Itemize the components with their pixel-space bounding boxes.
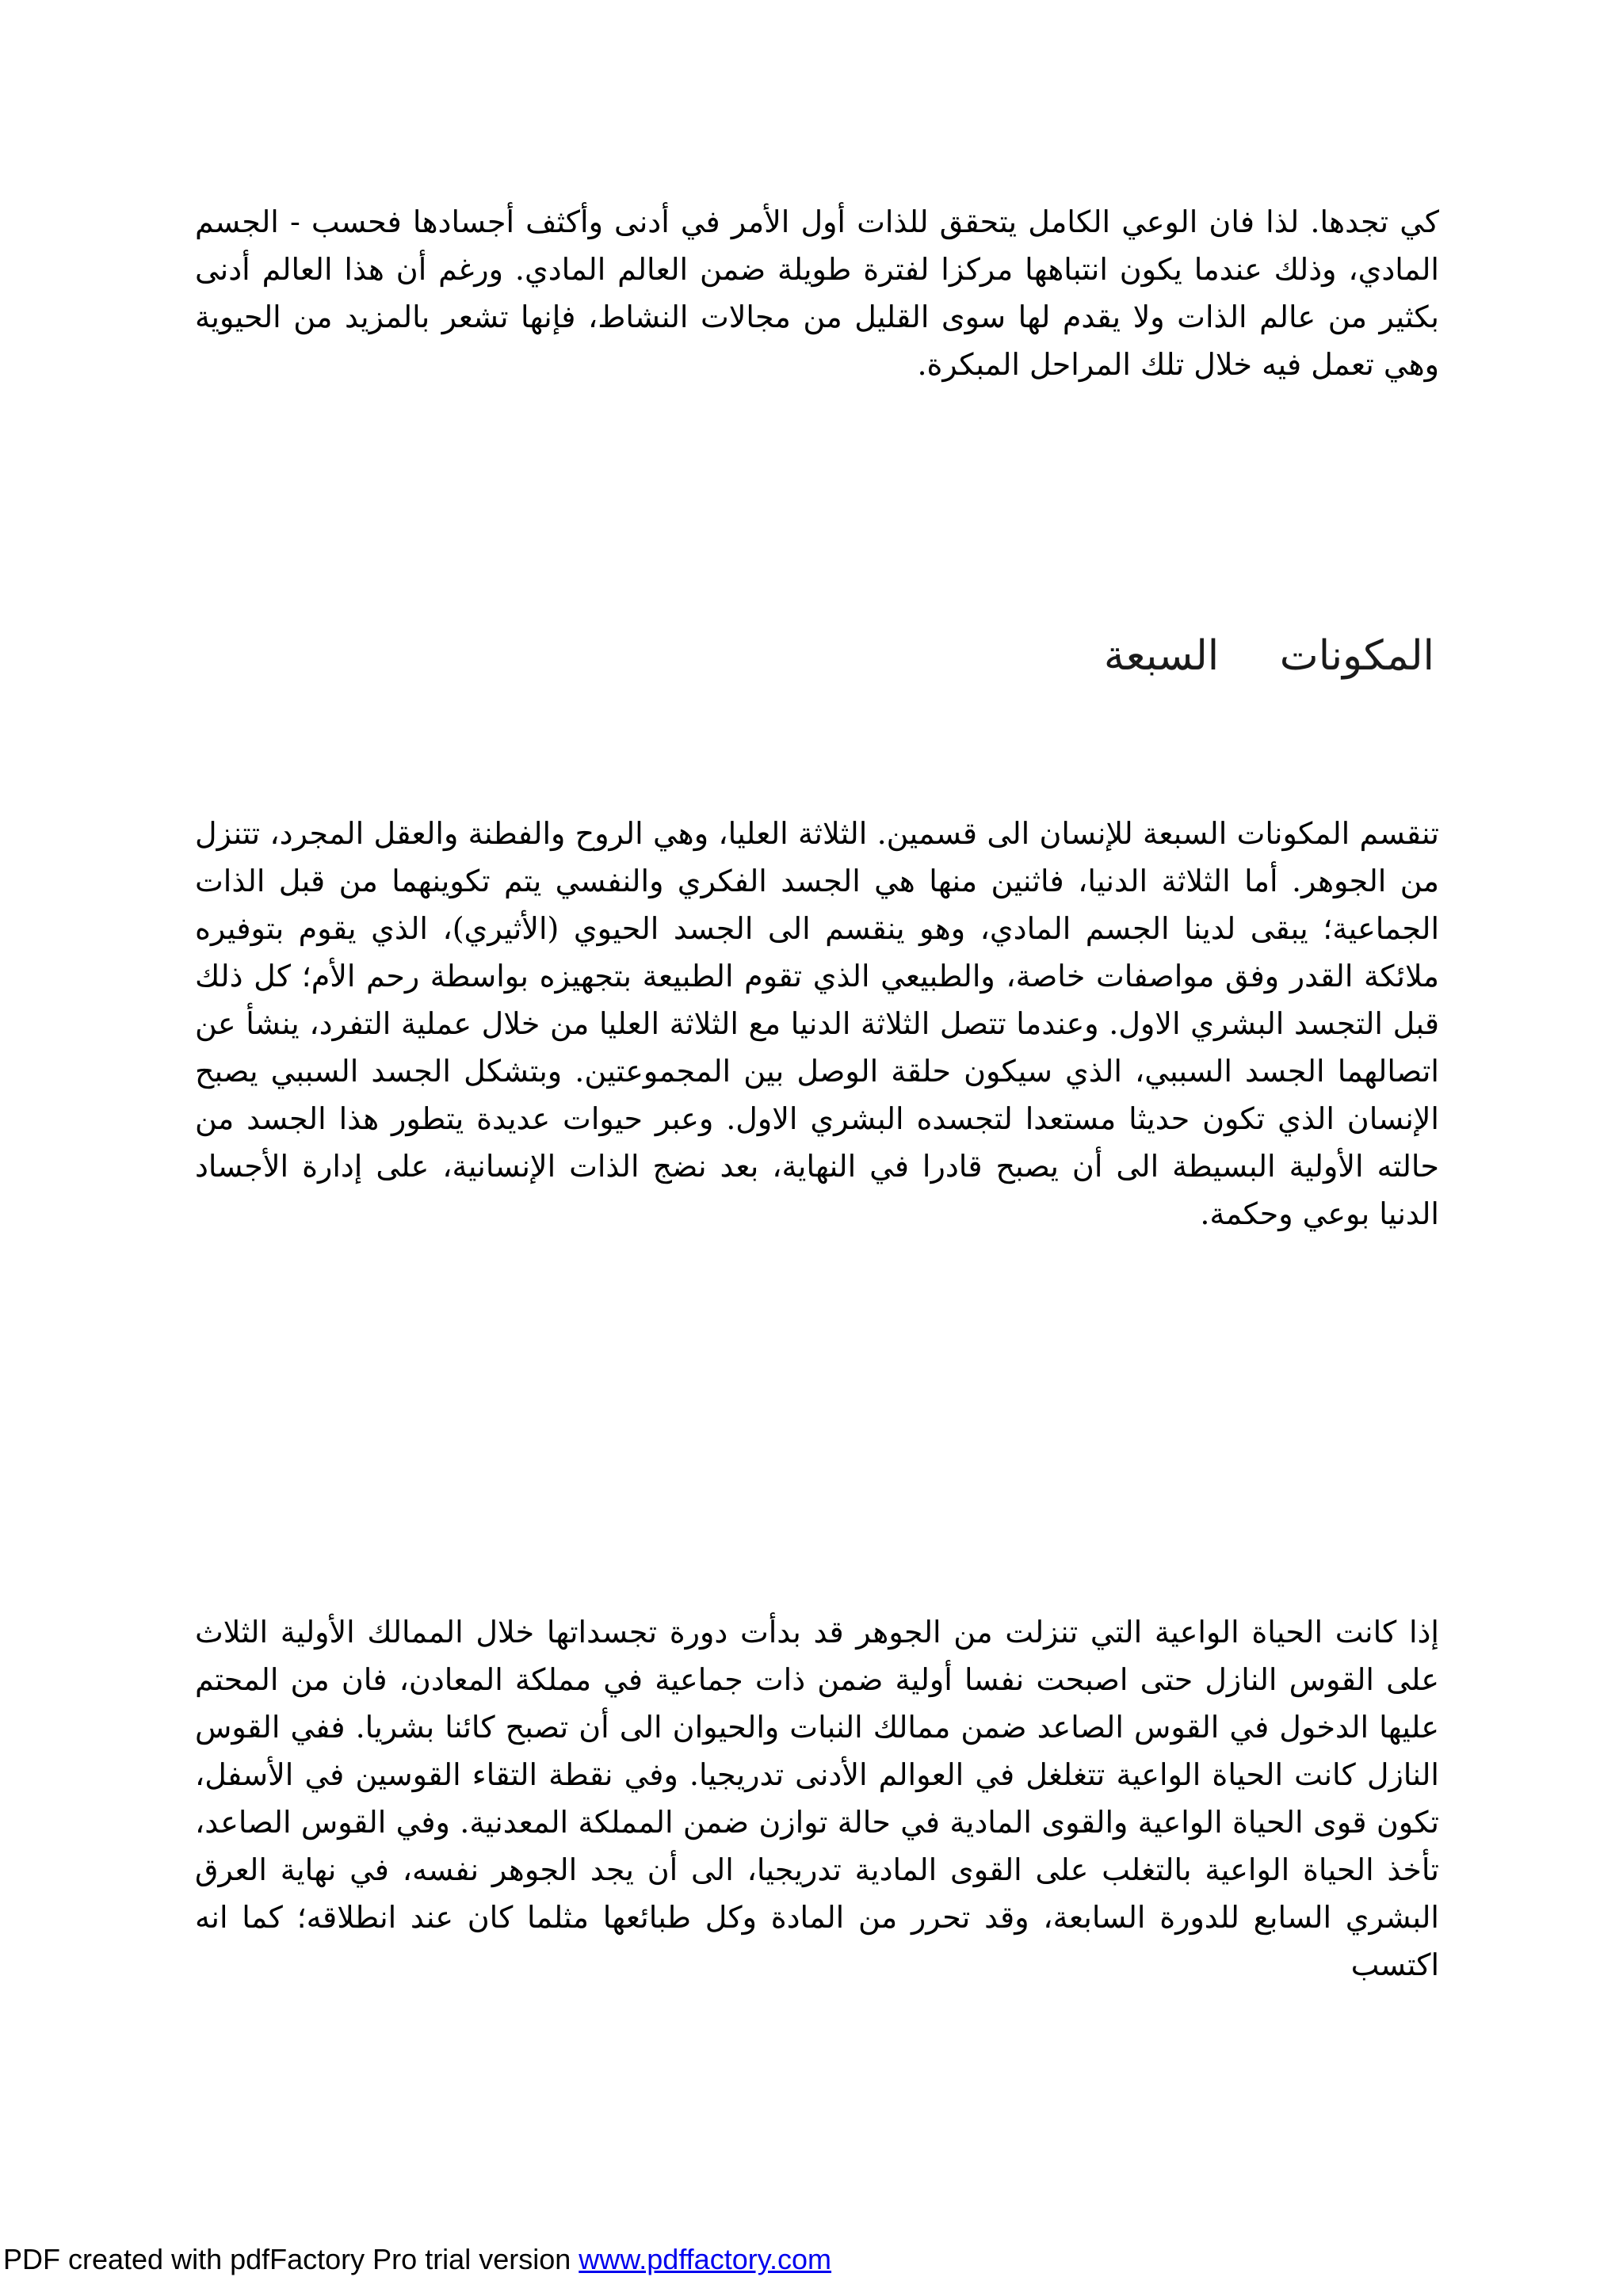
- paragraph-2: تنقسم المكونات السبعة للإنسان الى قسمين. الثلاثة العليا، وهي الروح والفطنة والعقل المجرد، تتنزل من الجوهر. أما الثلاثة الدنيا، فاثنين منها هي الجسد الفكري والنفسي يتم تكوينهما من قبل الذات الجماعية؛ يبقى لدينا الجسم المادي، وهو ينقسم الى الجسد الحيوي (الأثيري)، الذي يقوم بتوفيره ملائكة القدر وفق مواصفات خاصة، والطبيعي الذي تقوم الطبيعة بتجهيزه بواسطة رحم الأم؛ كل ذلك قبل التجسد البشري الاول. وعندما تتصل الثلاثة الدنيا مع الثلاثة العليا من خلال عملية التفرد، ينشأ عن اتصالهما الجسد السببي، الذي سيكون حلقة الوصل بين المجموعتين. وبتشكل الجسد السببي يصبح الإنسان الذي تكون حديثا مستعدا لتجسده البشري الاول. وعبر حيوات عديدة يتطور هذا الجسد من حالته الأولية البسيطة الى أن يصبح قادرا في النهاية، بعد نضج الذات الإنسانية، على إدارة الأجساد الدنيا بوعي وحكمة.: [195, 816, 1440, 1231]
- pdf-footer: [3, 2242, 831, 2277]
- section-heading: المكونات السبعة: [1103, 632, 1434, 680]
- footer-link[interactable]: www.pdffactory.com: [579, 2243, 832, 2275]
- paragraph-3: إذا كانت الحياة الواعية التي تنزلت من الجوهر قد بدأت دورة تجسداتها خلال الممالك الأولية الثلاث على القوس النازل حتى اصبحت نفسا أولية ضمن ذات جماعية في مملكة المعادن، فان من المحتم عليها الدخول في القوس الصاعد ضمن ممالك النبات والحيوان الى أن تصبح كائنا بشريا. ففي القوس النازل كانت الحياة الواعية تتغلغل في العوالم الأدنى تدريجيا. وفي نقطة التقاء القوسين في الأسفل، تكون قوى الحياة الواعية والقوى المادية في حالة توازن ضمن المملكة المعدنية. وفي القوس الصاعد، تأخذ الحياة الواعية بالتغلب على القوى المادية تدريجيا، الى أن يجد الجوهر نفسه، في نهاية العرق البشري السابع للدورة السابعة، وقد تحرر من المادة وكل طبائعها مثلما كان عند انطلاقه؛ كما انه اكتسب: [195, 1615, 1439, 1982]
- paragraph-1: كي تجدها. لذا فان الوعي الكامل يتحقق للذات أول الأمر في أدنى وأكثف أجسادها فحسب - الجسم المادي، وذلك عندما يكون انتباهها مركزا لفترة طويلة ضمن العالم المادي. ورغم أن هذا العالم أدنى بكثير من عالم الذات ولا يقدم لها سوى القليل من مجالات النشاط، فإنها تشعر بالمزيد من الحيوية وهي تعمل فيه خلال تلك المراحل المبكرة.: [195, 204, 1439, 382]
- footer-text: PDF created with pdfFactory Pro trial version: [3, 2243, 579, 2275]
